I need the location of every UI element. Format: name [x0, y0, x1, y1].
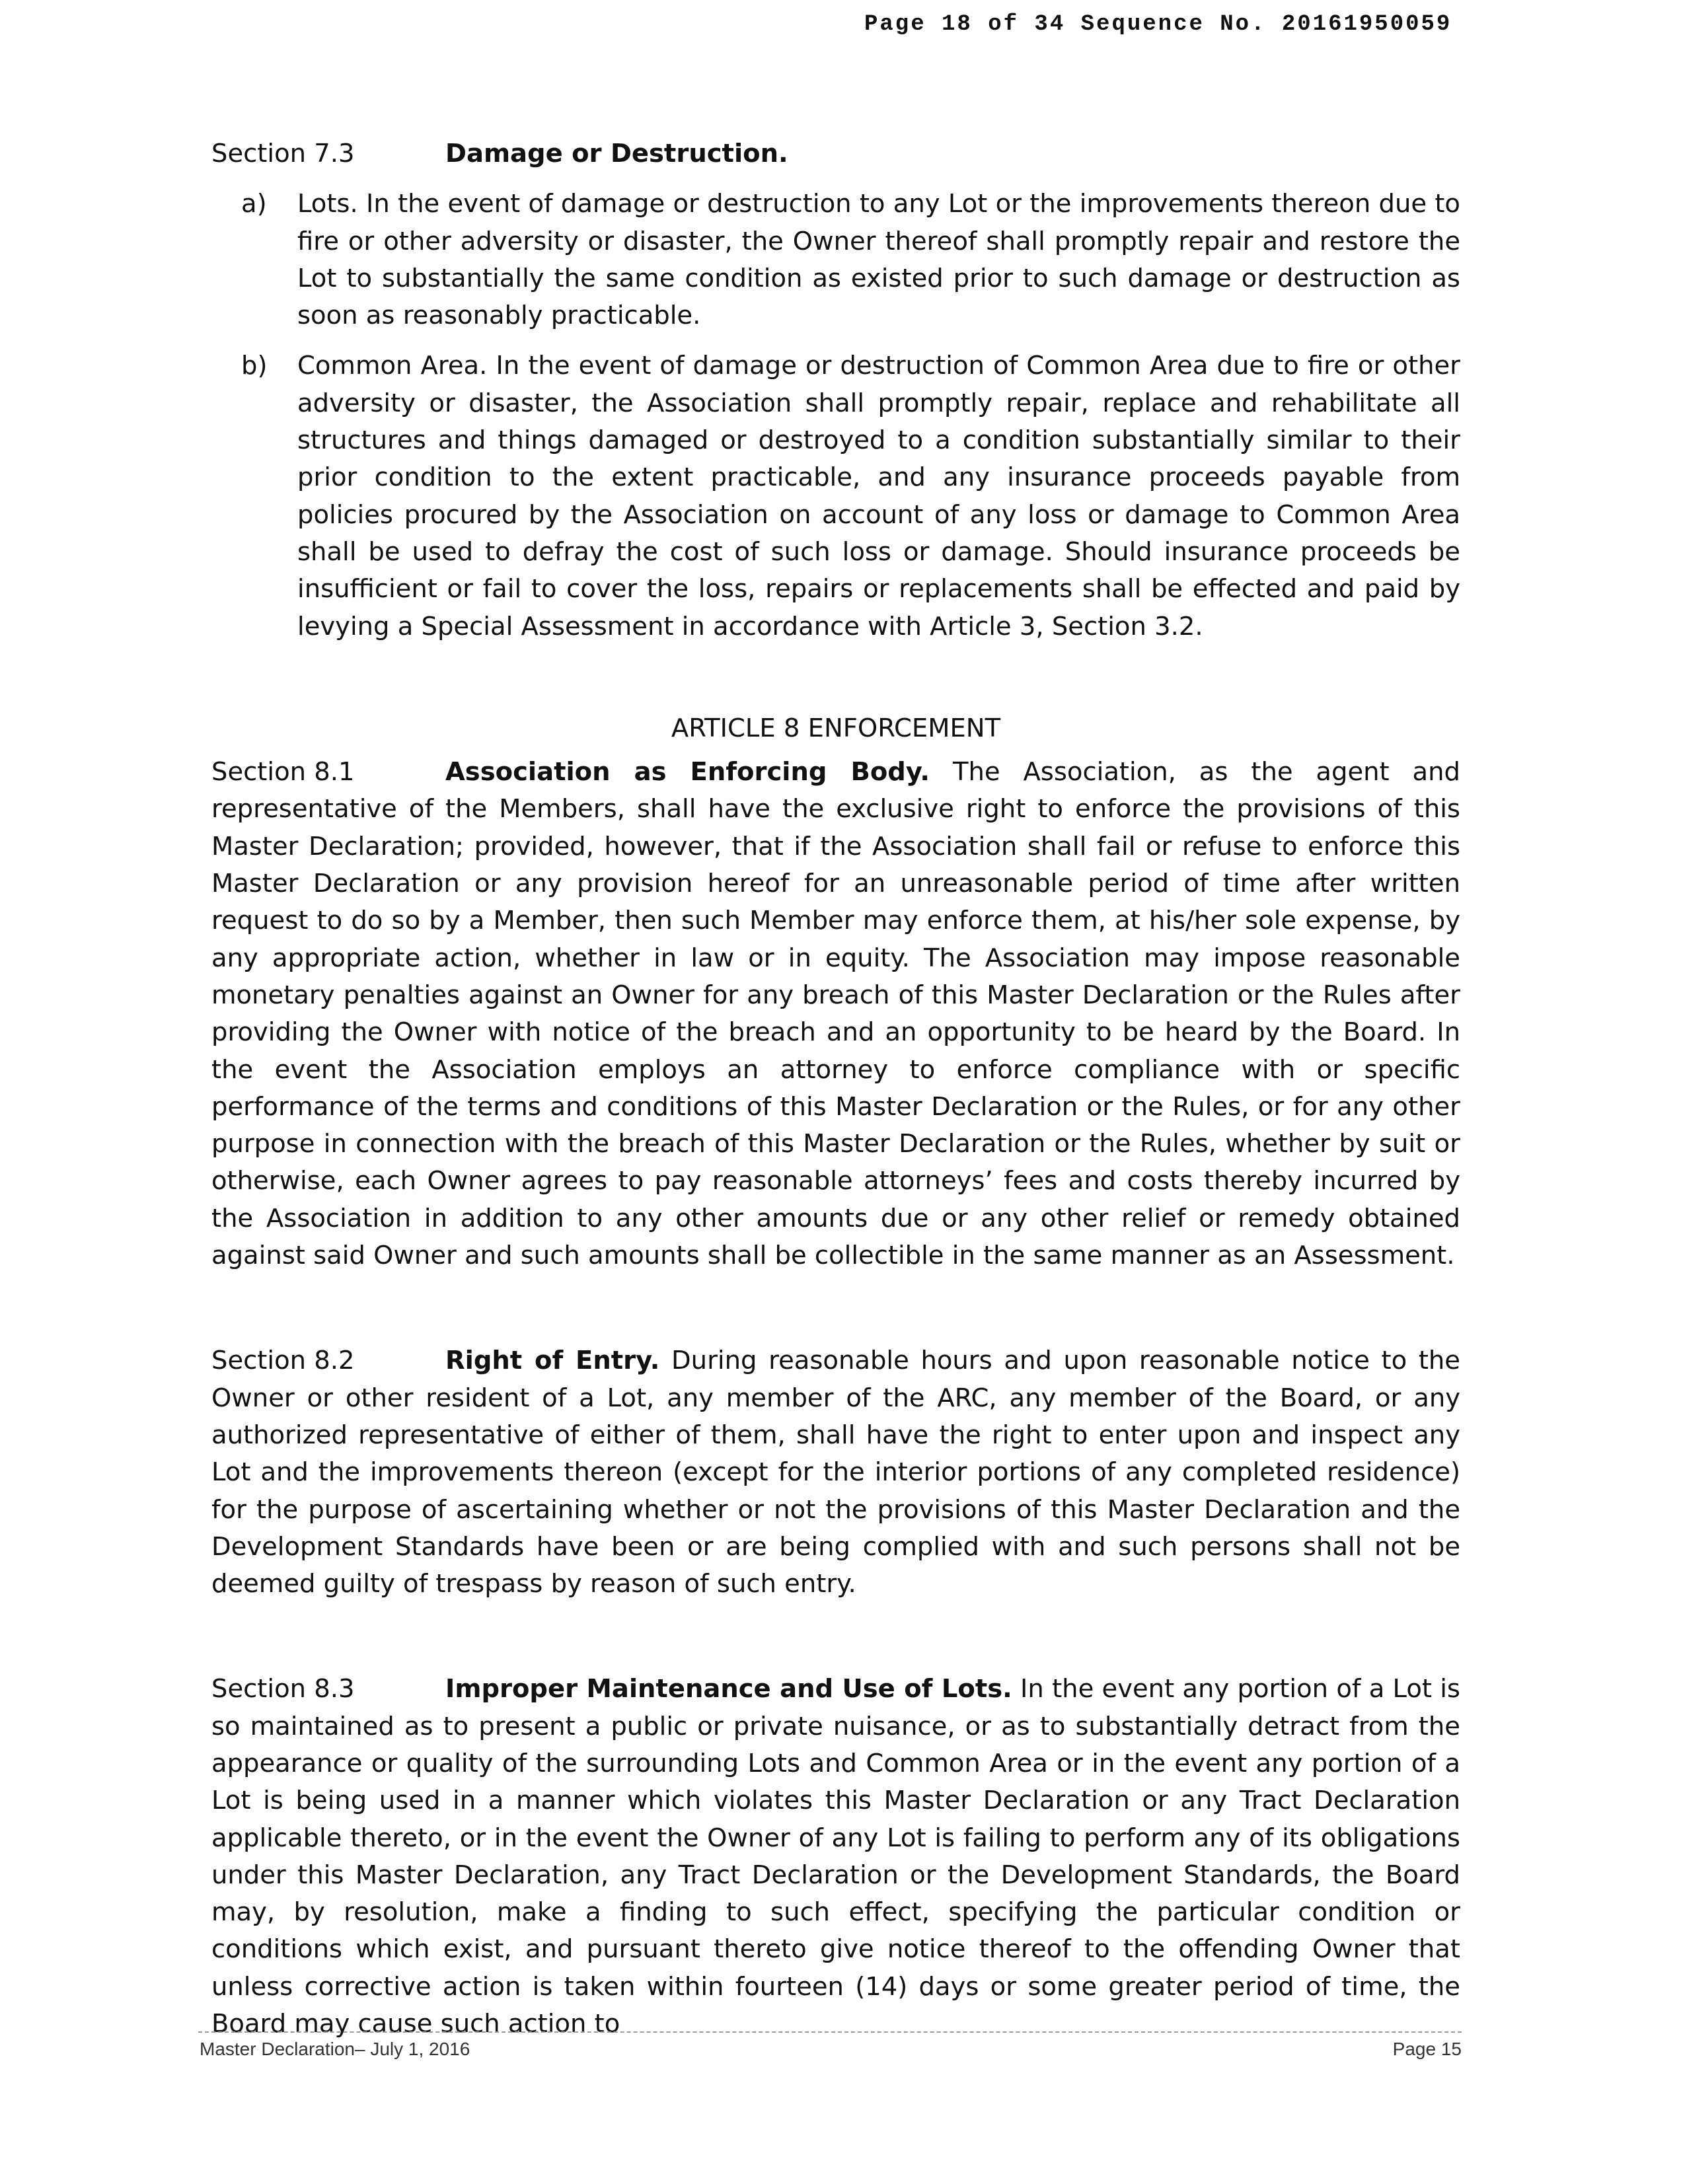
- footer-divider: [198, 2031, 1462, 2033]
- list-item-text: Lots. In the event of damage or destruction to any Lot or the improvements thereon due to fire or other adversity or disaster, the Owner thereof shall promptly repair and restore the Lot to substantially the same condition as existed prior to such damage or destruction as soon as reasonably practicable.: [297, 189, 1460, 331]
- list-item: [211, 347, 1460, 645]
- list-item-text: Common Area. In the event of damage or destruction of Common Area due to fire or other adversity or disaster, the Association shall promptly repair, replace and rehabilitate all structures and things damaged or destroyed to a condition substantially similar to their prior condition to the extent practicable, and any insurance proceeds payable from policies procured by the Association on account of any loss or damage to Common Area shall be used to defray the cost of such loss or damage. Should insurance proceeds be insufficient or fail to cover the loss, repairs or replacements shall be effected and paid by levying a Special Assessment in accordance with Article 3, Section 3.2.: [297, 351, 1460, 641]
- list-item: [211, 186, 1460, 334]
- article-heading: ARTICLE 8 ENFORCEMENT: [671, 713, 1001, 743]
- spacer: [211, 1274, 1460, 1342]
- section-text: In the event any portion of a Lot is so maintained as to present a public or private nuisance, or as to substantially detract from the appearance or quality of the surrounding Lots and Common Area or in the event any portion of a Lot is being used in a manner which violates this Master Declaration or any Tract Declaration applicable thereto, or in the event the Owner of any Lot is failing to perform any of its obligations under this Master Declaration, any Tract Declaration or the Development Standards, the Board may, by resolution, make a finding to such effect, specifying the particular condition or conditions which exist, and pursuant thereto give notice thereof to the offending Owner that unless corrective action is taken within fourteen (14) days or some greater period of time, the Board may cause such action to: [211, 1674, 1460, 2039]
- section-title: Association as Enforcing Body.: [445, 757, 930, 787]
- section-number: Section 8.2: [211, 1346, 355, 1376]
- section-number: Section 7.3: [211, 139, 355, 168]
- section-title: Improper Maintenance and Use of Lots.: [445, 1674, 1012, 1704]
- page-sequence-stamp: Page 18 of 34 Sequence No. 20161950059: [864, 12, 1452, 37]
- section-8-2-paragraph: [211, 1342, 1460, 1603]
- section-title: Damage or Destruction.: [445, 139, 788, 168]
- section-number: Section 8.1: [211, 757, 355, 787]
- section-number: Section 8.3: [211, 1674, 355, 1704]
- section-text: During reasonable hours and upon reasonable notice to the Owner or other resident of a Lot, any member of the ARC, any member of the Board, or any authorized representative of either of them, shall have the right to enter upon and inspect any Lot and the improvements thereon (except for the interior portions of any completed residence) for the purpose of ascertaining whether or not the provisions of this Master Declaration and the Development Standards have been or are being complied with and such persons shall not be deemed guilty of trespass by reason of such entry.: [211, 1346, 1460, 1599]
- section-7-3-heading: [211, 135, 1460, 172]
- section-title: Right of Entry.: [445, 1346, 660, 1376]
- list-marker: b): [241, 351, 268, 381]
- list-marker: a): [241, 189, 267, 219]
- section-text: The Association, as the agent and representative of the Members, shall have the exclusive right to enforce the provisions of this Master Declaration; provided, however, that if the Association shall fail or refuse to enforce this Master Declaration or any provision hereof for an unreasonable period of time after written request to do so by a Member, then such Member may enforce them, at his/her sole expense, by any appropriate action, whether in law or in equity. The Association may impose reasonable monetary penalties against an Owner for any breach of this Master Declaration or the Rules after providing the Owner with notice of the breach and an opportunity to be heard by the Board. In the event the Association employs an attorney to enforce compliance with or specific performance of the terms and conditions of this Master Declaration or the Rules, or for any other purpose in connection with the breach of this Master Declaration or the Rules, whether by suit or otherwise, each Owner agrees to pay reasonable attorneys’ fees and costs thereby incurred by the Association in addition to any other amounts due or any other relief or remedy obtained against said Owner and such amounts shall be collectible in the same manner as an Assessment.: [211, 757, 1460, 1271]
- footer-document-title: Master Declaration– July 1, 2016: [200, 2039, 470, 2059]
- spacer: [211, 1603, 1460, 1671]
- document-body: [211, 135, 1460, 2043]
- section-8-1-paragraph: [211, 754, 1460, 1274]
- section-8-3-paragraph: [211, 1671, 1460, 2043]
- footer-page-number: Page 15: [1392, 2039, 1462, 2059]
